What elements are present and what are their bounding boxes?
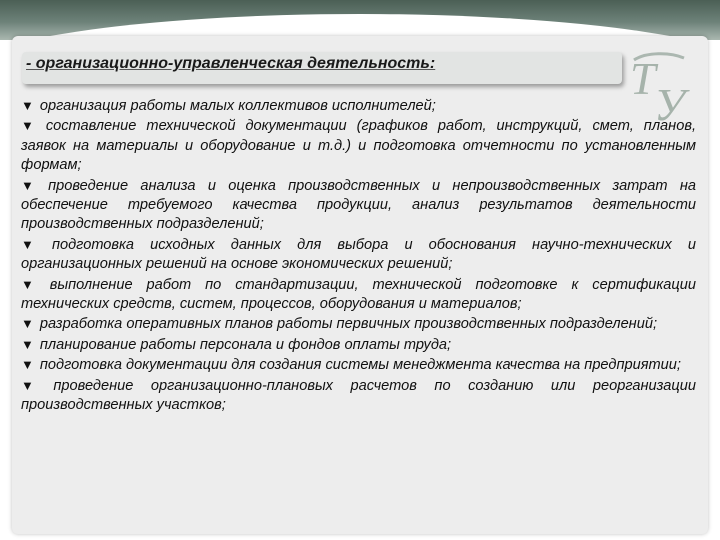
triangle-down-icon: ▼ xyxy=(21,316,34,332)
triangle-down-icon: ▼ xyxy=(21,377,48,393)
list-item: ▼ проведение организационно-плановых расчетов по созданию или реорганизации производственных участков; xyxy=(21,377,696,414)
list-item: ▼ подготовка исходных данных для выбора и обоснования научно-технических и организационных решений на основе экономических решений; xyxy=(21,236,696,273)
slide-title-box xyxy=(22,52,622,84)
triangle-down-icon: ▼ xyxy=(21,276,44,292)
activity-list xyxy=(21,96,696,416)
triangle-down-icon: ▼ xyxy=(21,177,43,193)
triangle-down-icon: ▼ xyxy=(21,98,34,113)
list-item: ▼ организация работы малых коллективов исполнителей; xyxy=(21,98,436,114)
triangle-down-icon: ▼ xyxy=(21,357,34,373)
list-item: ▼ составление технической документации (графиков работ, инструкций, смет, планов, заявок на материалы и оборудование и т.д.) и подготовка отчетности по установленным формам; xyxy=(21,118,696,174)
slide-title: - организационно-управленческая деятельность: xyxy=(26,55,436,72)
triangle-down-icon: ▼ xyxy=(21,236,46,252)
list-item: ▼ разработка оперативных планов работы первичных производственных подразделений; xyxy=(21,316,658,333)
svg-text:Т: Т xyxy=(630,53,656,104)
triangle-down-icon: ▼ xyxy=(21,118,40,134)
list-item: ▼ подготовка документации для создания системы менеджмента качества на предприятии; xyxy=(21,357,681,374)
list-item: ▼ проведение анализа и оценка производственных и непроизводственных затрат на обеспечение требуемого качества продукции, анализ результатов деятельности производственных подразделений; xyxy=(21,177,696,233)
list-item: ▼ выполнение работ по стандартизации, технической подготовке к сертификации технических средств, систем, процессов, оборудования и материалов; xyxy=(21,276,696,313)
svg-text:У: У xyxy=(654,79,685,128)
triangle-down-icon: ▼ xyxy=(21,336,34,352)
list-item: ▼ планирование работы персонала и фондов оплаты труда; xyxy=(21,336,452,353)
top-decorative-band xyxy=(0,0,720,40)
